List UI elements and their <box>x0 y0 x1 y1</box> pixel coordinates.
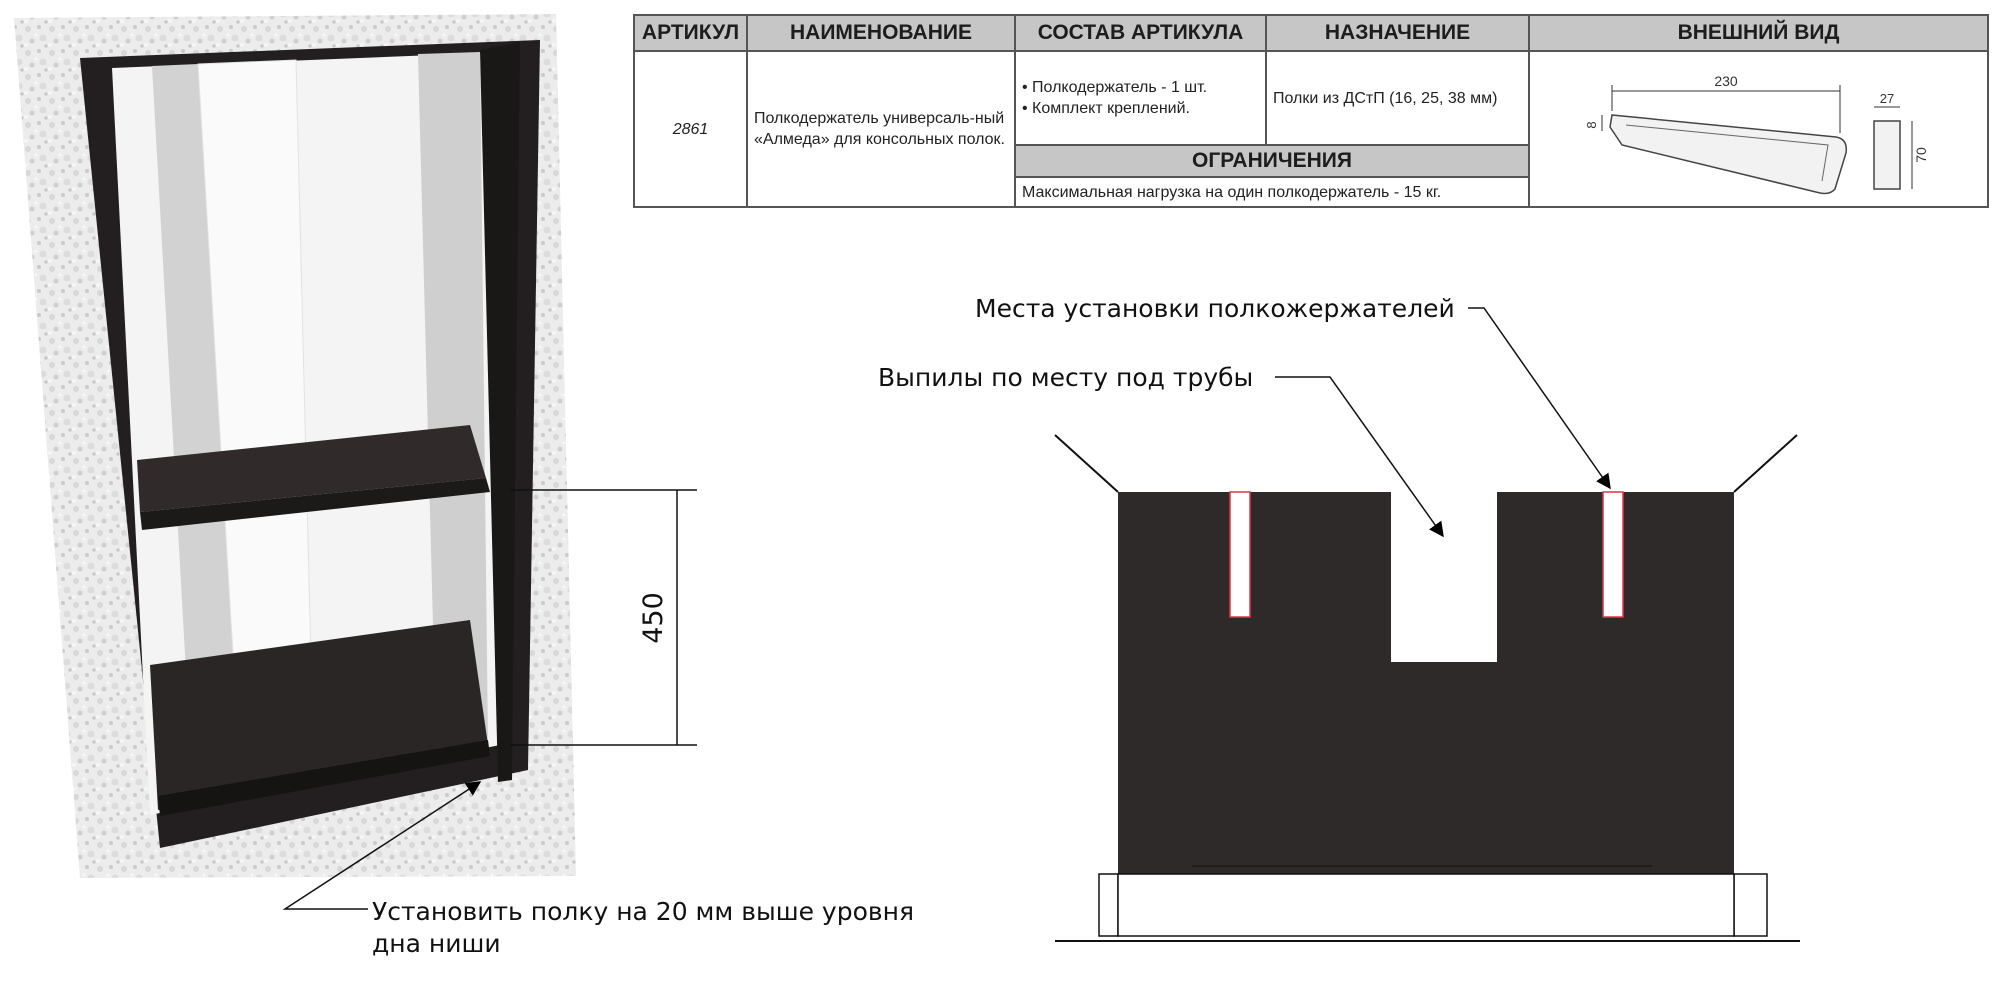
shelf-holder-slot-left <box>1230 492 1250 617</box>
cutouts-callout: Выпилы по месту под трубы <box>878 363 1254 392</box>
appearance-cell <box>1529 51 1988 207</box>
holder-side-view <box>1874 121 1900 189</box>
left-plinth <box>1099 874 1118 936</box>
shelf-note-line-1: Установить полку на 20 мм выше уровня <box>372 897 914 926</box>
header-name: НАИМЕНОВАНИЕ <box>747 15 1015 51</box>
right-plinth <box>1734 874 1767 936</box>
dim-height: 8 <box>1584 121 1599 129</box>
article-code: 2861 <box>634 51 747 207</box>
composition-cell <box>1015 51 1266 145</box>
shelf-holder-slot-right <box>1603 492 1623 617</box>
niche-3d-view <box>14 14 576 878</box>
header-article: АРТИКУЛ <box>634 15 747 51</box>
dim-width: 27 <box>1879 91 1895 106</box>
shelf-note-line-2: дна ниши <box>372 929 501 958</box>
dim-depth: 70 <box>1913 147 1929 163</box>
composition-item: • Полкодержатель - 1 шт. <box>1022 77 1259 98</box>
spec-table <box>633 14 1989 208</box>
niche-wall-right-edge <box>1734 435 1797 492</box>
holders-leader <box>1468 308 1610 488</box>
niche-wall-left-edge <box>1055 435 1118 492</box>
pipe-cutout <box>1391 492 1497 662</box>
shelf-holder-drawing <box>1530 53 1985 205</box>
restriction-cell: Максимальная нагрузка на один полкодержатель - 15 кг. <box>1015 177 1529 207</box>
dimension-label-450: 450 <box>638 592 669 644</box>
composition-item: • Комплект креплений. <box>1022 98 1259 119</box>
holders-callout: Места установки полкожержателей <box>975 294 1455 323</box>
front-view <box>1055 435 1800 941</box>
header-appearance: ВНЕШНИЙ ВИД <box>1529 15 1988 51</box>
dim-length: 230 <box>1714 73 1738 89</box>
header-restrictions: ОГРАНИЧЕНИЯ <box>1015 145 1529 177</box>
purpose-cell: Полки из ДСтП (16, 25, 38 мм) <box>1266 51 1529 145</box>
header-composition: СОСТАВ АРТИКУЛА <box>1015 15 1266 51</box>
front-base <box>1118 874 1734 936</box>
composition-list <box>1022 77 1259 119</box>
product-name: Полкодержатель универсаль-ный «Алмеда» для консольных полок. <box>747 51 1015 207</box>
header-purpose: НАЗНАЧЕНИЕ <box>1266 15 1529 51</box>
